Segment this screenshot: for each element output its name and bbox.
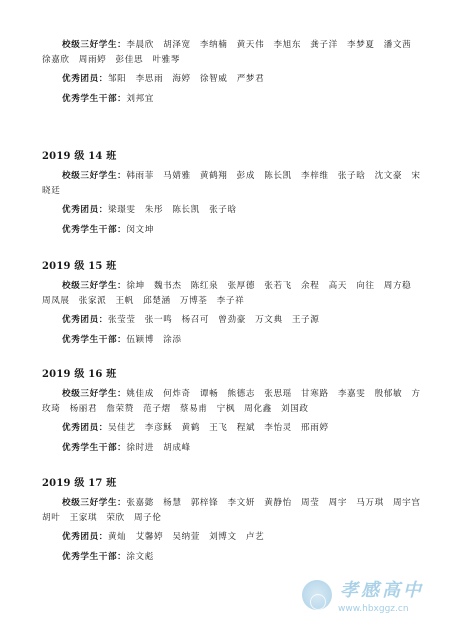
school-watermark: [302, 574, 442, 626]
entry-student-cadres: 优秀学生干部：闵文坤: [62, 224, 154, 235]
entry-outstanding-members: 优秀团员：张莹莹 张一鸣 杨召可 曾劲豪 万文典 王子源: [62, 315, 320, 325]
entry-merit-students: 校级三好学生：李晨欣 胡泽宽 李纳楠 黄天伟 李旭东 龚子洋 李梦夏 潘文茜 徐嘉欣 周雨婷 彭佳思 叶雅琴: [42, 40, 421, 65]
watermark-text: 孝感高中: [340, 580, 424, 601]
section-class-16: [42, 368, 422, 460]
entry-outstanding-members: 优秀团员：黄灿 艾馨婷 吴纳萱 刘博文 卢艺: [62, 532, 265, 542]
section-continued: [42, 38, 422, 111]
class-title: 2019 级 15 班: [42, 261, 117, 272]
entry-merit-students: 校级三好学生：徐坤 魏书杰 陈红泉 张厚德 张若飞 余程 高天 向往 周方稳 周凤展 张家派 王帆 邱楚涵 万博荃 李子祥: [42, 281, 421, 306]
entry-student-cadres: 优秀学生干部：刘邦宜: [62, 93, 154, 104]
entry-student-cadres: 优秀学生干部：伍颖博 涂添: [62, 334, 182, 345]
entry-merit-students: 校级三好学生：张嘉懿 杨慧 郭梓锋 李文妍 黄静怡 周莹 周宇 马万琪 周宇宫 胡叶 王家琪 荣欣 周子伦: [42, 498, 430, 523]
entry-outstanding-members: 优秀团员：邹阳 李思雨 海婷 徐智威 严梦君: [62, 74, 265, 84]
section-class-14: [42, 150, 422, 242]
entry-outstanding-members: 优秀团员：梁璟雯 朱彤 陈长凯 张子晗: [62, 205, 237, 215]
entry-merit-students: 校级三好学生：韩雨菲 马婧雅 黄鹤翔 彭成 陈长凯 李梓维 张子晗 沈文豪 宋晓廷: [42, 171, 421, 196]
entry-outstanding-members: 优秀团员：吴佳艺 李彦稣 黄鹤 王飞 程斌 李怡灵 邢雨婷: [62, 423, 329, 433]
section-class-17: [42, 477, 430, 569]
section-class-15: [42, 260, 422, 352]
class-title: 2019 级 17 班: [42, 478, 117, 489]
entry-merit-students: 校级三好学生：姚佳成 何炸奇 谭畅 熊德志 张思瑶 甘寒路 李嘉雯 殷郁敏 方玫琦 杨丽君 詹荣赞 范子熠 蔡易甫 宁枫 周化鑫 刘国政: [42, 389, 421, 414]
class-title: 2019 级 14 班: [42, 151, 117, 162]
watermark-url: www.hbxggz.cn: [338, 604, 409, 614]
entry-student-cadres: 优秀学生干部：涂文彪: [62, 551, 154, 562]
school-logo-icon: [302, 580, 332, 610]
class-title: 2019 级 16 班: [42, 369, 117, 380]
entry-student-cadres: 优秀学生干部：徐时进 胡成峰: [62, 442, 191, 453]
